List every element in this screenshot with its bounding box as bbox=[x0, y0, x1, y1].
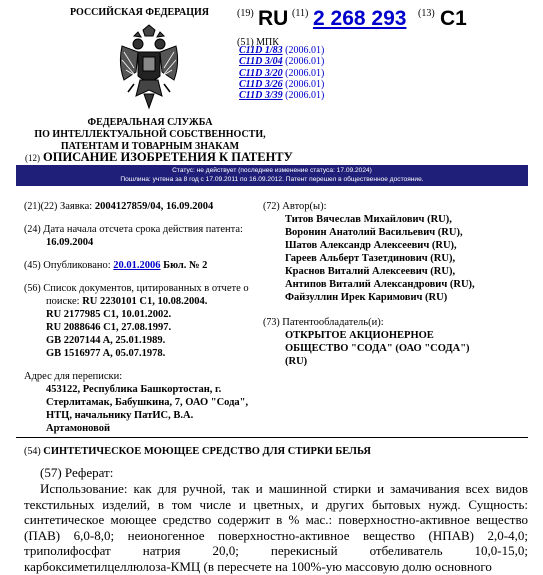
agency-line-1: ФЕДЕРАЛЬНАЯ СЛУЖБА bbox=[87, 117, 213, 128]
office-code: RU bbox=[258, 7, 289, 30]
status-bar bbox=[16, 165, 528, 186]
document-title bbox=[25, 150, 293, 165]
coat-of-arms-emblem bbox=[116, 24, 182, 112]
mpk-item bbox=[239, 45, 324, 56]
start-date-label: Дата начала отсчета срока действия патента: bbox=[43, 224, 243, 235]
mpk-code-link[interactable]: C11D 3/39 bbox=[239, 90, 283, 102]
reference-item: RU 2230101 C1, 10.08.2004. bbox=[82, 296, 208, 307]
start-date-value: 16.09.2004 bbox=[46, 237, 94, 248]
author-item: Файзуллин Ирек Каримович (RU) bbox=[285, 292, 448, 303]
mpk-code-link[interactable]: C11D 3/20 bbox=[239, 67, 283, 79]
inid-code-12: (12) bbox=[25, 153, 40, 163]
bibliographic-right-column bbox=[263, 200, 533, 368]
mpk-version: (2006.01) bbox=[285, 56, 325, 68]
agency-name bbox=[20, 117, 280, 153]
reference-item: GB 2207144 A, 25.01.1989. bbox=[46, 335, 166, 346]
owner-line: ОБЩЕСТВО "СОДА" (ОАО "СОДА") bbox=[285, 343, 470, 354]
references-field bbox=[24, 282, 269, 360]
application-value: 2004127859/04, 16.09.2004 bbox=[94, 201, 214, 212]
reference-item: GB 1516977 A, 05.07.1978. bbox=[46, 348, 166, 359]
mpk-list bbox=[239, 45, 324, 101]
abstract-text: Использование: как для ручной, так и машинной стирки и замачивания всех видов текстильных изделий, в том числе и цветных, и других бытовых нужд. Сущность: синтетическое моющее средство содержит в % мас.: поверхностно-активное вещество (ПАВ) 6,0-8,0; неионогенное поверхностно-активное вещество (НПАВ) 2,0-4,0; триполифосфат натрия 20,0; перекисный отбеливатель 10,0-15,0; карбоксиметилцеллюлоза-КМЦ (в пересчете на 100%-ую массовую долю основного bbox=[24, 481, 528, 574]
owner-label: Патентообладатель(и): bbox=[282, 317, 384, 328]
application-label: Заявка: bbox=[59, 201, 93, 212]
inid-code-24: (24) bbox=[24, 224, 41, 235]
document-title-text: ОПИСАНИЕ ИЗОБРЕТЕНИЯ К ПАТЕНТУ bbox=[43, 150, 293, 164]
inid-code-13: (13) bbox=[418, 8, 435, 19]
owner-line: (RU) bbox=[285, 356, 308, 367]
mpk-code-link[interactable]: C11D 3/04 bbox=[239, 56, 283, 68]
kind-code: C1 bbox=[440, 7, 467, 30]
author-item: Шатов Александр Алексеевич (RU), bbox=[285, 240, 457, 251]
country-name: РОССИЙСКАЯ ФЕДЕРАЦИЯ bbox=[70, 7, 210, 18]
fee-line: Пошлина: учтена за 8 год с 17.09.2011 по 16.09.2012. Патент перешел в общественное достояние. bbox=[120, 176, 424, 183]
mpk-label: (51) МПК bbox=[237, 37, 279, 48]
reference-item: RU 2088646 C1, 27.08.1997. bbox=[46, 322, 172, 333]
agency-line-3: ПАТЕНТАМ И ТОВАРНЫМ ЗНАКАМ bbox=[60, 141, 240, 152]
address-line: Стерлитамак, Бабушкина, 7, ОАО "Сода", bbox=[46, 397, 249, 408]
address-label: Адрес для переписки: bbox=[24, 371, 123, 382]
inid-code-21-22: (21)(22) bbox=[24, 201, 58, 212]
address-line: 453122, Республика Башкортостан, г. bbox=[46, 384, 222, 395]
mpk-version: (2006.01) bbox=[285, 78, 325, 90]
mpk-version: (2006.01) bbox=[285, 90, 325, 102]
published-label: Опубликовано: bbox=[43, 260, 111, 271]
patent-number-link[interactable]: 2 268 293 bbox=[313, 7, 407, 30]
author-item: Гареев Альберт Тазетдинович (RU), bbox=[285, 253, 456, 264]
invention-title bbox=[24, 446, 371, 457]
inid-code-45: (45) bbox=[24, 260, 41, 271]
reference-item: RU 2177985 C1, 10.01.2002. bbox=[46, 309, 172, 320]
author-item: Воронин Анатолий Васильевич (RU), bbox=[285, 227, 463, 238]
published-date-link[interactable]: 20.01.2006 bbox=[113, 260, 161, 271]
agency-line-2: ПО ИНТЕЛЛЕКТУАЛЬНОЙ СОБСТВЕННОСТИ, bbox=[34, 129, 266, 140]
published-field bbox=[24, 259, 269, 272]
bulletin-number: Бюл. № 2 bbox=[163, 260, 208, 271]
authors-field bbox=[263, 200, 533, 304]
inid-code-56: (56) bbox=[24, 283, 41, 294]
address-line: НТЦ, начальнику ПатИС, В.А. bbox=[46, 410, 194, 421]
author-item: Антипов Виталий Александрович (RU), bbox=[285, 279, 475, 290]
mpk-item bbox=[239, 68, 324, 79]
address-field bbox=[24, 370, 269, 435]
mpk-code-link[interactable]: C11D 1/83 bbox=[239, 45, 283, 56]
mpk-item bbox=[239, 56, 324, 67]
abstract-heading: (57) Реферат: bbox=[40, 465, 114, 480]
references-label: Список документов, цитированных в отчете о поиске: bbox=[43, 283, 249, 307]
invention-title-text: СИНТЕТИЧЕСКОЕ МОЮЩЕЕ СРЕДСТВО ДЛЯ СТИРКИ БЕЛЬЯ bbox=[43, 446, 371, 457]
bibliographic-left-column bbox=[24, 200, 269, 435]
inid-code-11: (11) bbox=[292, 8, 309, 19]
mpk-version: (2006.01) bbox=[285, 67, 325, 79]
application-field bbox=[24, 200, 269, 213]
mpk-item bbox=[239, 79, 324, 90]
author-item: Титов Вячеслав Михайлович (RU), bbox=[285, 214, 452, 225]
owner-line: ОТКРЫТОЕ АКЦИОНЕРНОЕ bbox=[285, 330, 434, 341]
owner-field bbox=[263, 316, 533, 368]
inid-code-54: (54) bbox=[24, 446, 41, 457]
mpk-version: (2006.01) bbox=[285, 45, 325, 56]
mpk-item bbox=[239, 90, 324, 101]
authors-label: Автор(ы): bbox=[282, 201, 327, 212]
author-item: Краснов Виталий Алексеевич (RU), bbox=[285, 266, 456, 277]
status-line: Статус: не действует (последнее изменение статуса: 17.09.2024) bbox=[172, 167, 372, 174]
address-line: Артамоновой bbox=[46, 423, 111, 434]
section-divider bbox=[16, 437, 528, 438]
start-date-field bbox=[24, 223, 269, 249]
inid-code-73: (73) bbox=[263, 317, 280, 328]
inid-code-72: (72) bbox=[263, 201, 280, 212]
inid-code-19: (19) bbox=[237, 8, 254, 19]
mpk-code-link[interactable]: C11D 3/26 bbox=[239, 78, 283, 90]
